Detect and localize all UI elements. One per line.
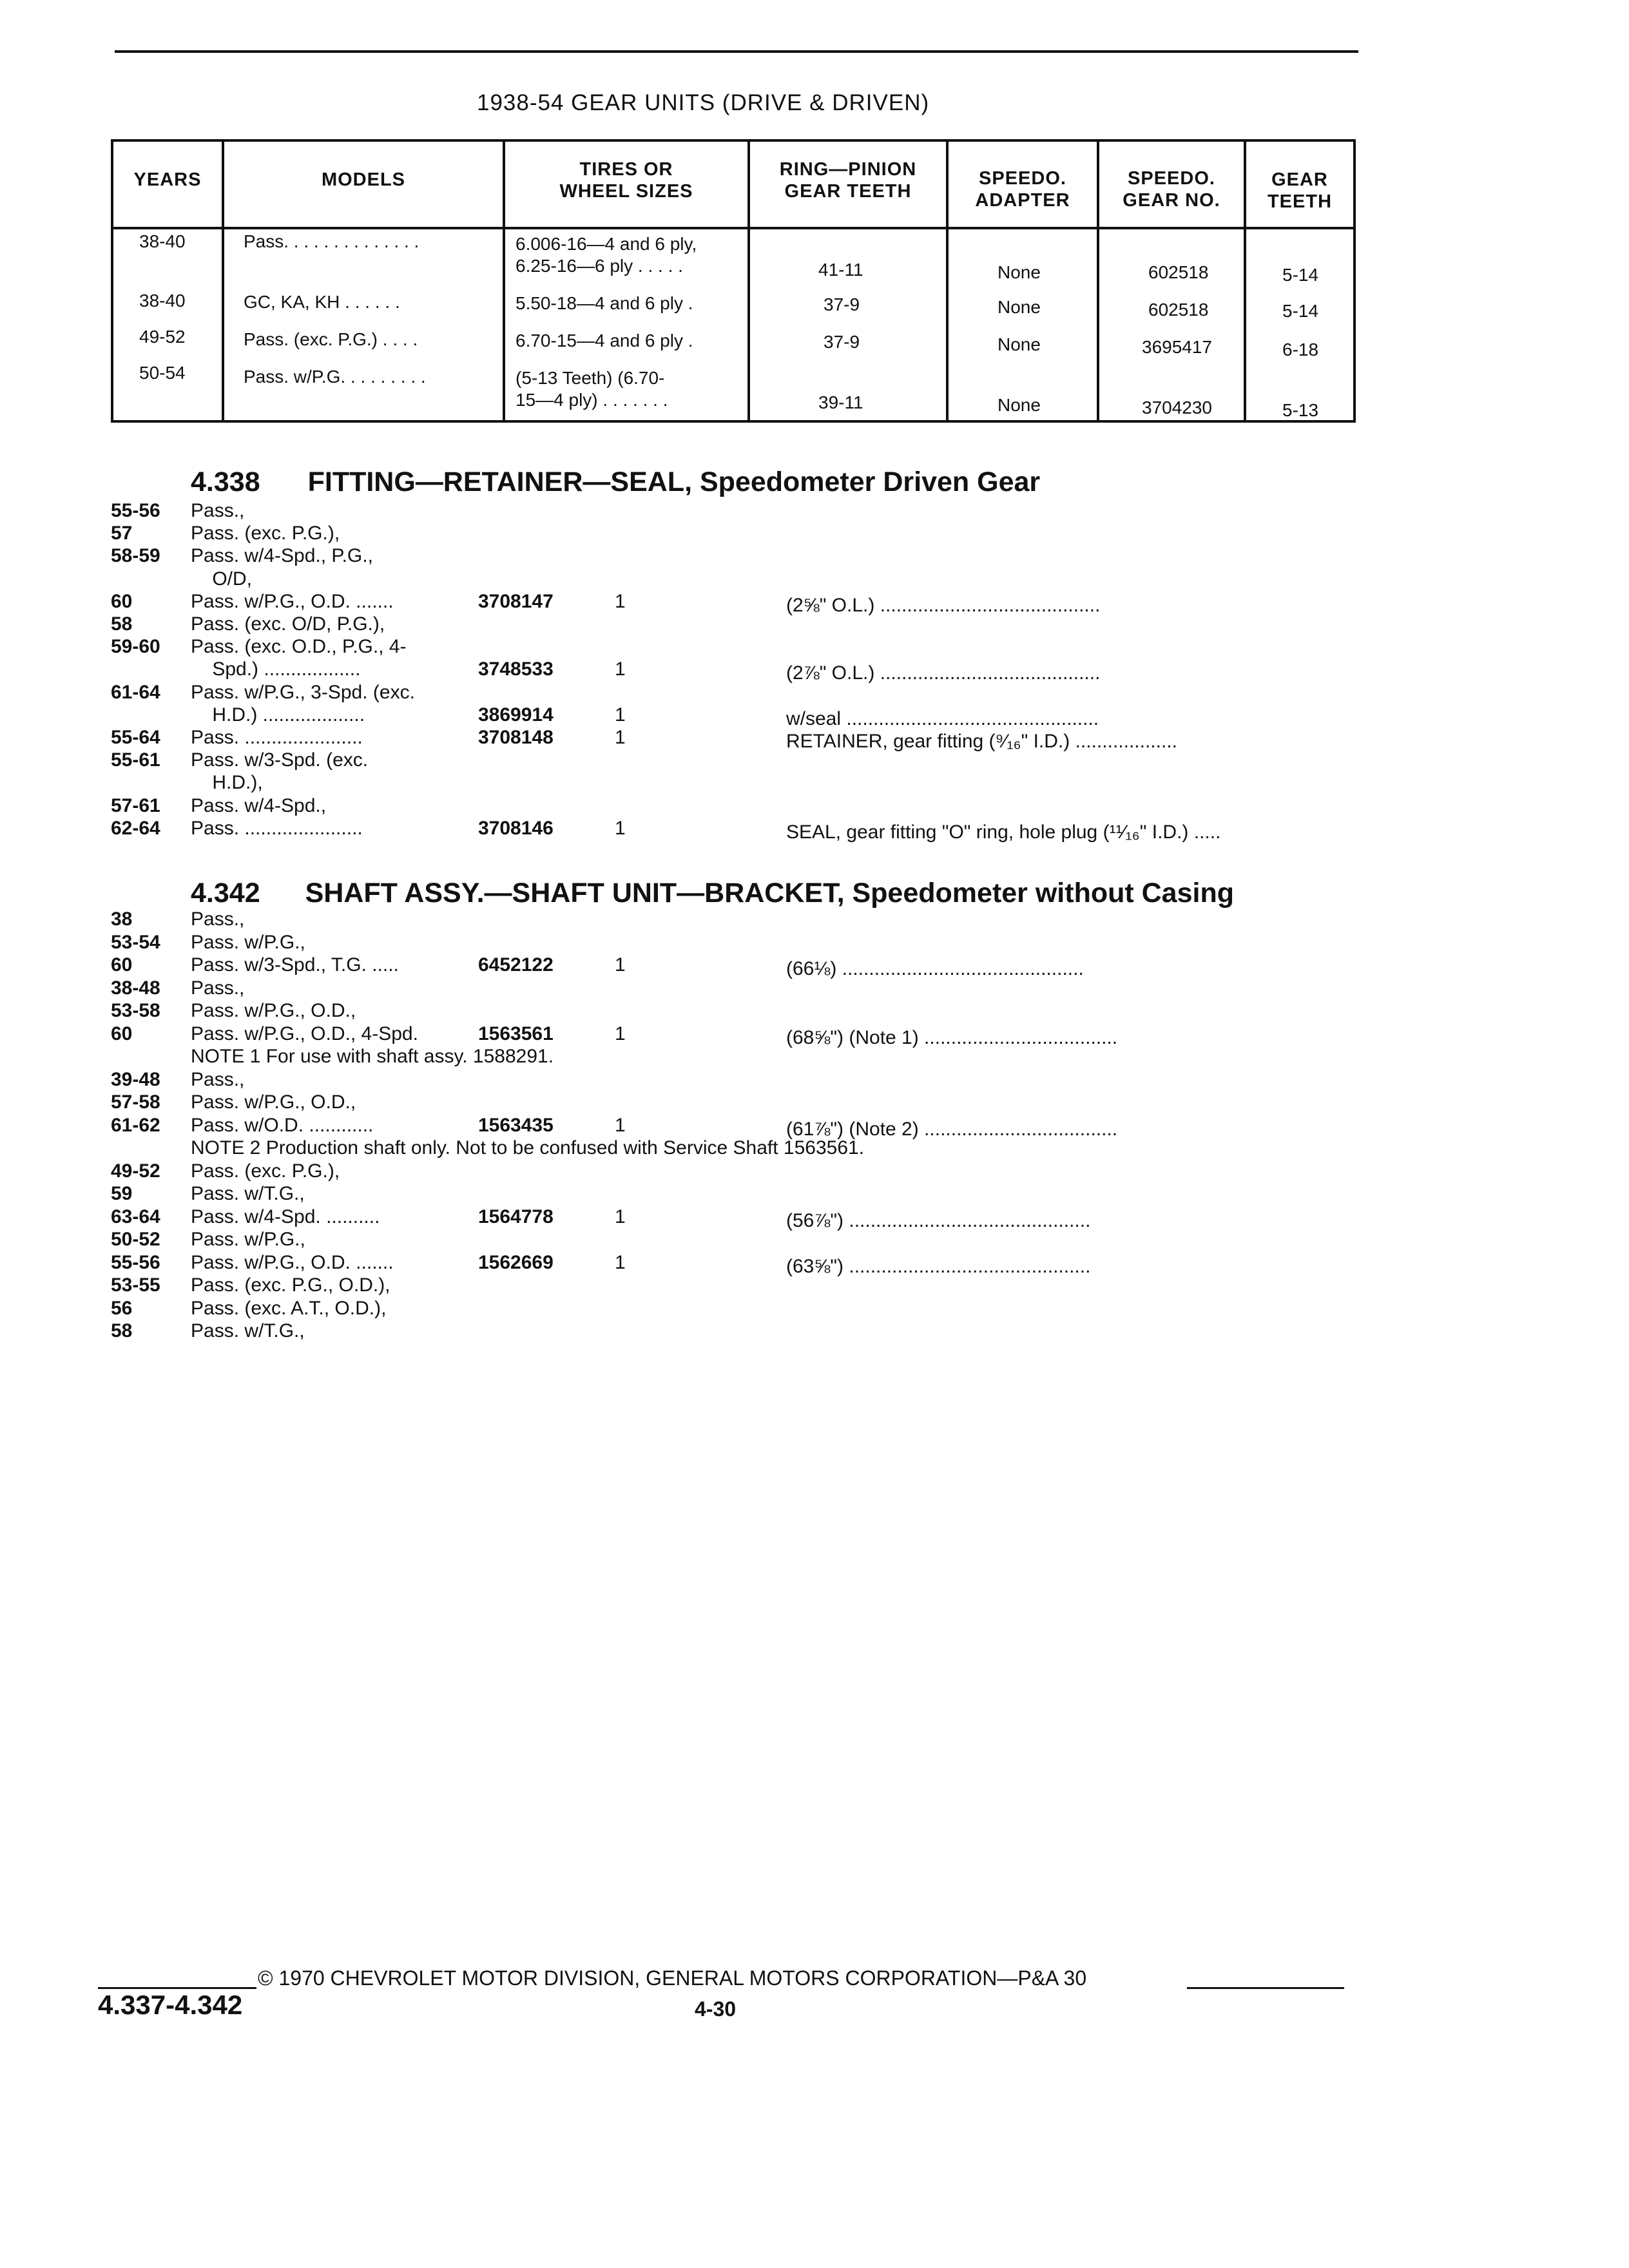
table-cell-gear-no: 602518	[1148, 300, 1209, 320]
table-cell-years: 50-54	[139, 363, 186, 383]
parts-line	[111, 682, 1354, 705]
model-description: Pass. w/P.G., 3-Spd. (exc.	[191, 681, 415, 703]
parts-line	[111, 1091, 1354, 1115]
header-years: YEARS	[133, 169, 202, 190]
table-cell-years: 38-40	[139, 291, 186, 311]
table-cell-tires: 5.50-18—4 and 6 ply .	[516, 293, 693, 313]
parts-line	[111, 523, 1354, 546]
footer-page-number: 4-30	[695, 1997, 737, 2021]
model-years: 63-64	[111, 1206, 160, 1227]
part-description: (66⅛) .............................................	[786, 958, 1084, 979]
part-number: 6452122	[478, 954, 554, 975]
model-description: Pass. w/P.G., O.D. .......	[191, 590, 394, 612]
part-description: RETAINER, gear fitting (⁹⁄₁₆" I.D.) ...................	[786, 731, 1177, 752]
header-speedo-adapter: SPEEDO. ADAPTER	[975, 168, 1070, 211]
table-cell-adapter: None	[998, 334, 1041, 354]
part-number: 1563561	[478, 1023, 554, 1044]
model-years: 60	[111, 1023, 133, 1044]
parts-line	[111, 1298, 1354, 1321]
parts-line	[111, 1137, 1354, 1160]
model-description: Pass. ......................	[191, 817, 363, 839]
model-description: Pass. (exc. P.G.),	[191, 1160, 340, 1182]
parts-line	[111, 932, 1354, 955]
table-cell-teeth: 5-13	[1282, 400, 1319, 420]
parts-line	[111, 1183, 1354, 1206]
table-title: 1938-54 GEAR UNITS (DRIVE & DRIVEN)	[477, 90, 930, 115]
section-title: FITTING—RETAINER—SEAL, Speedometer Driven Gear	[307, 466, 1041, 497]
model-years: 60	[111, 590, 133, 612]
part-description: (63⅝") .............................................	[786, 1255, 1091, 1277]
parts-line	[111, 1160, 1354, 1184]
parts-line	[111, 613, 1354, 637]
parts-line	[111, 1023, 1354, 1046]
part-number: 1562669	[478, 1251, 554, 1273]
model-years: 62-64	[111, 817, 160, 839]
parts-line	[111, 1274, 1354, 1298]
model-description: Pass. (exc. O/D, P.G.),	[191, 613, 385, 635]
table-cell-ring: 37-9	[824, 332, 860, 352]
header-gear-teeth: GEAR TEETH	[1267, 169, 1333, 212]
model-description: Pass. w/T.G.,	[191, 1183, 305, 1204]
parts-line	[111, 818, 1354, 841]
table-header-bottom	[111, 227, 1356, 229]
table-cell-gear-no: 3704230	[1142, 398, 1213, 418]
parts-line	[111, 1046, 1354, 1069]
model-description: Pass. w/P.G.,	[191, 1229, 305, 1250]
model-years: 58-59	[111, 545, 160, 567]
table-cell-years: 49-52	[139, 327, 186, 347]
table-cell-teeth: 6-18	[1282, 340, 1319, 360]
table-cell-adapter: None	[998, 262, 1041, 282]
header-ring-pinion: RING—PINION GEAR TEETH	[779, 159, 917, 202]
model-years: 53-58	[111, 1000, 160, 1021]
model-description: Pass. w/P.G., O.D.,	[191, 1000, 356, 1021]
parts-line	[111, 500, 1354, 523]
quantity: 1	[615, 1206, 626, 1227]
part-description: (61⅞") (Note 2) ....................................	[786, 1118, 1118, 1140]
model-years: 57-58	[111, 1091, 160, 1113]
model-years: 38-48	[111, 977, 160, 999]
model-description: Pass.,	[191, 500, 245, 521]
footer-range: 4.337-4.342	[98, 1990, 243, 2020]
footer-rule-right	[1187, 1987, 1344, 1989]
header-tires: TIRES OR WHEEL SIZES	[559, 159, 693, 202]
model-years: 55-56	[111, 500, 160, 521]
parts-line	[111, 658, 1354, 682]
parts-line	[111, 568, 1354, 591]
model-description: Pass. w/O.D. ............	[191, 1114, 374, 1136]
table-cell-models: Pass. . . . . . . . . . . . . .	[244, 231, 419, 251]
part-number: 3869914	[478, 704, 554, 726]
model-years: 39-48	[111, 1068, 160, 1090]
parts-line	[111, 1115, 1354, 1138]
model-years: 50-52	[111, 1229, 160, 1250]
model-description: H.D.) ...................	[191, 704, 365, 726]
table-border-bottom	[111, 420, 1356, 423]
quantity: 1	[615, 954, 626, 975]
model-years: 53-55	[111, 1274, 160, 1296]
model-description: Pass. w/4-Spd.,	[191, 794, 327, 816]
model-years: 49-52	[111, 1160, 160, 1182]
table-cell-adapter: None	[998, 395, 1041, 415]
table-col-line	[1353, 139, 1356, 423]
table-cell-years: 38-40	[139, 231, 186, 251]
table-border-top	[111, 139, 1356, 142]
model-years: 60	[111, 954, 133, 975]
model-years: 61-64	[111, 681, 160, 703]
footer-rule-left	[98, 1987, 256, 1989]
part-number: 3748533	[478, 658, 554, 680]
parts-line	[111, 795, 1354, 818]
part-description: (2⅝" O.L.) .........................................	[786, 594, 1101, 616]
parts-line	[111, 1320, 1354, 1343]
model-description: Pass. w/P.G., O.D.,	[191, 1091, 356, 1113]
model-years: 59	[111, 1183, 133, 1204]
section-title: SHAFT ASSY.—SHAFT UNIT—BRACKET, Speedometer without Casing	[305, 878, 1234, 908]
model-description: Pass. (exc. P.G., O.D.),	[191, 1274, 390, 1296]
quantity: 1	[615, 1251, 626, 1273]
table-cell-models: Pass. (exc. P.G.) . . . .	[244, 329, 418, 349]
section-4342-heading	[191, 878, 1234, 909]
part-description: (68⅝") (Note 1) ....................................	[786, 1026, 1118, 1048]
model-description: Pass. ......................	[191, 727, 363, 748]
quantity: 1	[615, 1023, 626, 1044]
model-years: 55-56	[111, 1251, 160, 1273]
model-description: Pass. (exc. P.G.),	[191, 523, 340, 544]
table-cell-tires: 6.70-15—4 and 6 ply .	[516, 331, 693, 351]
model-description: Spd.) ..................	[191, 658, 361, 680]
quantity: 1	[615, 704, 626, 726]
parts-line	[111, 636, 1354, 659]
model-description: Pass. w/4-Spd., P.G.,	[191, 545, 373, 567]
table-cell-teeth: 5-14	[1282, 301, 1319, 321]
model-years: 59-60	[111, 636, 160, 658]
part-number: 3708147	[478, 590, 554, 612]
part-description: (56⅞") .............................................	[786, 1209, 1091, 1231]
parts-line	[111, 749, 1354, 773]
parts-line	[111, 545, 1354, 568]
model-years: 55-61	[111, 749, 160, 771]
model-description: Pass. w/P.G.,	[191, 931, 305, 953]
quantity: 1	[615, 658, 626, 680]
header-speedo-gear-no: SPEEDO. GEAR NO.	[1123, 168, 1220, 211]
parts-line	[111, 1000, 1354, 1023]
model-years: 53-54	[111, 931, 160, 953]
model-description: Pass. w/3-Spd. (exc.	[191, 749, 369, 771]
model-description: Pass. (exc. O.D., P.G., 4-	[191, 636, 407, 658]
parts-line	[111, 727, 1354, 750]
parts-line	[111, 704, 1354, 727]
parts-line	[111, 908, 1354, 932]
part-number: 3708146	[478, 817, 554, 839]
model-description: Pass. w/4-Spd. ..........	[191, 1206, 380, 1227]
table-cell-ring: 37-9	[824, 294, 860, 314]
quantity: 1	[615, 1114, 626, 1136]
gear-units-table	[111, 139, 1356, 423]
part-description: SEAL, gear fitting "O" ring, hole plug (¹¹⁄₁₆" I.D.) .....	[786, 821, 1221, 843]
parts-line	[111, 1252, 1354, 1275]
table-cell-ring: 41-11	[818, 260, 863, 280]
model-description: O/D,	[191, 568, 253, 590]
model-years: 57	[111, 523, 133, 544]
section-number: 4.342	[191, 878, 260, 908]
section-4338-heading	[191, 466, 1040, 498]
table-cell-gear-no: 3695417	[1142, 337, 1213, 357]
header-models: MODELS	[321, 169, 406, 190]
section-number: 4.338	[191, 466, 260, 497]
model-description: Pass. (exc. A.T., O.D.),	[191, 1297, 387, 1319]
model-years: 61-62	[111, 1114, 160, 1136]
table-cell-ring: 39-11	[818, 392, 863, 412]
model-years: 56	[111, 1297, 133, 1319]
parts-line	[111, 1206, 1354, 1229]
table-cell-models: GC, KA, KH . . . . . .	[244, 292, 400, 312]
model-years: 57-61	[111, 794, 160, 816]
model-description: NOTE 1 For use with shaft assy. 1588291.	[191, 1046, 554, 1067]
model-description: Pass. w/T.G.,	[191, 1320, 305, 1341]
parts-line	[111, 591, 1354, 614]
model-description: Pass. w/P.G., O.D. .......	[191, 1251, 394, 1273]
parts-line	[111, 954, 1354, 977]
model-years: 55-64	[111, 727, 160, 748]
table-cell-adapter: None	[998, 297, 1041, 317]
model-description: Pass.,	[191, 1068, 245, 1090]
model-years: 58	[111, 1320, 133, 1341]
top-rule	[115, 50, 1358, 53]
quantity: 1	[615, 817, 626, 839]
model-years: 38	[111, 908, 133, 930]
model-description: Pass.,	[191, 908, 245, 930]
parts-line	[111, 1229, 1354, 1252]
part-description: (2⅞" O.L.) .........................................	[786, 662, 1101, 684]
parts-line	[111, 1069, 1354, 1092]
quantity: 1	[615, 590, 626, 612]
model-description: NOTE 2 Production shaft only. Not to be confused with Service Shaft 1563561.	[191, 1137, 865, 1158]
model-years: 58	[111, 613, 133, 635]
table-cell-tires: 6.006-16—4 and 6 ply, 6.25-16—6 ply . . . . .	[516, 234, 697, 276]
part-number: 1563435	[478, 1114, 554, 1136]
part-number: 3708148	[478, 727, 554, 748]
part-description: w/seal ...............................................	[786, 707, 1099, 729]
quantity: 1	[615, 727, 626, 748]
model-description: H.D.),	[191, 772, 263, 794]
model-description: Pass. w/3-Spd., T.G. .....	[191, 954, 399, 975]
parts-line	[111, 977, 1354, 1001]
table-cell-teeth: 5-14	[1282, 265, 1319, 285]
model-description: Pass. w/P.G., O.D., 4-Spd.	[191, 1023, 418, 1044]
table-cell-tires: (5-13 Teeth) (6.70- 15—4 ply) . . . . . . .	[516, 368, 668, 410]
footer-copyright: © 1970 CHEVROLET MOTOR DIVISION, GENERAL MOTORS CORPORATION—P&A 30	[258, 1966, 1087, 1990]
table-cell-models: Pass. w/P.G. . . . . . . . .	[244, 367, 426, 387]
part-number: 1564778	[478, 1206, 554, 1227]
model-description: Pass.,	[191, 977, 245, 999]
table-cell-gear-no: 602518	[1148, 262, 1209, 282]
parts-line	[111, 772, 1354, 795]
